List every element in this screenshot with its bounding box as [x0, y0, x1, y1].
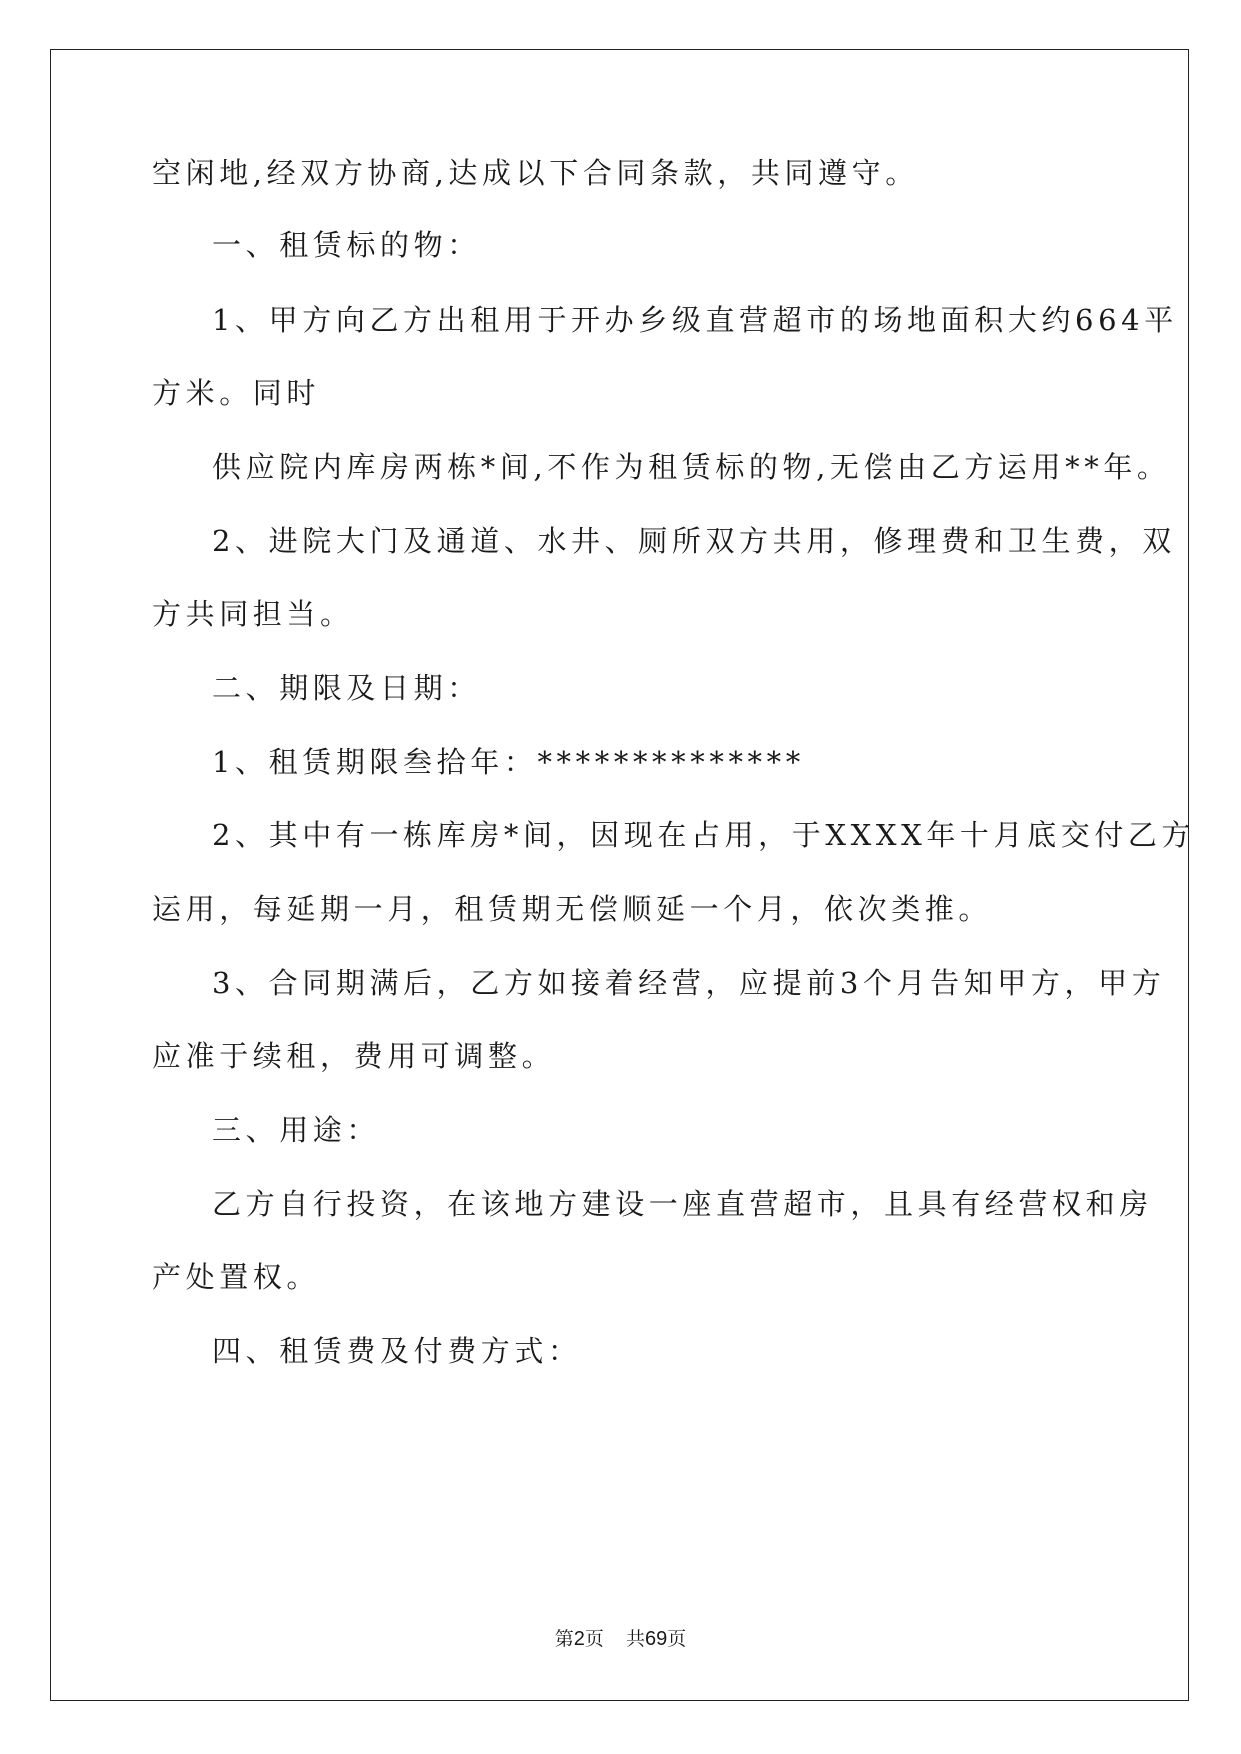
text-line: 1、甲方向乙方出租用于开办乡级直营超市的场地面积大约664平 [212, 303, 1178, 337]
text-line: 供应院内库房两栋*间,不作为租赁标的物,无偿由乙方运用**年。 [212, 450, 1171, 484]
total-suffix: 页 [667, 1628, 687, 1650]
total-pages: 69 [644, 1628, 668, 1650]
text-line: 空闲地,经双方协商,达成以下合同条款，共同遵守。 [152, 156, 919, 190]
page-prefix: 第 [554, 1628, 574, 1650]
section-heading-subject: 一、租赁标的物： [212, 228, 481, 262]
text-line: 产处置权。 [152, 1260, 321, 1294]
text-line: 2、其中有一栋库房*间，因现在占用，于XXXX年十月底交付乙方 [212, 818, 1196, 852]
text-line: 3、合同期满后，乙方如接着经营，应提前3个月告知甲方，甲方 [212, 966, 1166, 1000]
text-line: 方米。同时 [152, 376, 321, 410]
text-line: 运用，每延期一月，租赁期无偿顺延一个月，依次类推。 [152, 892, 993, 926]
page-footer [0, 1624, 1241, 1651]
section-heading-term: 二、期限及日期： [212, 671, 481, 705]
text-line: 方共同担当。 [152, 597, 354, 631]
page-border [50, 49, 1189, 1701]
text-line: 2、进院大门及通道、水井、厕所双方共用，修理费和卫生费，双 [212, 524, 1176, 558]
text-line: 1、租赁期限叁拾年：************** [212, 745, 805, 779]
page-number: 2 [573, 1628, 585, 1650]
section-heading-fees: 四、租赁费及付费方式： [212, 1334, 582, 1368]
text-line: 乙方自行投资，在该地方建设一座直营超市，且具有经营权和房 [212, 1187, 1153, 1221]
text-line: 应准于续租，费用可调整。 [152, 1039, 556, 1073]
page-suffix: 页 [584, 1628, 604, 1650]
total-prefix: 共 [625, 1628, 645, 1650]
section-heading-purpose: 三、用途： [212, 1113, 381, 1147]
